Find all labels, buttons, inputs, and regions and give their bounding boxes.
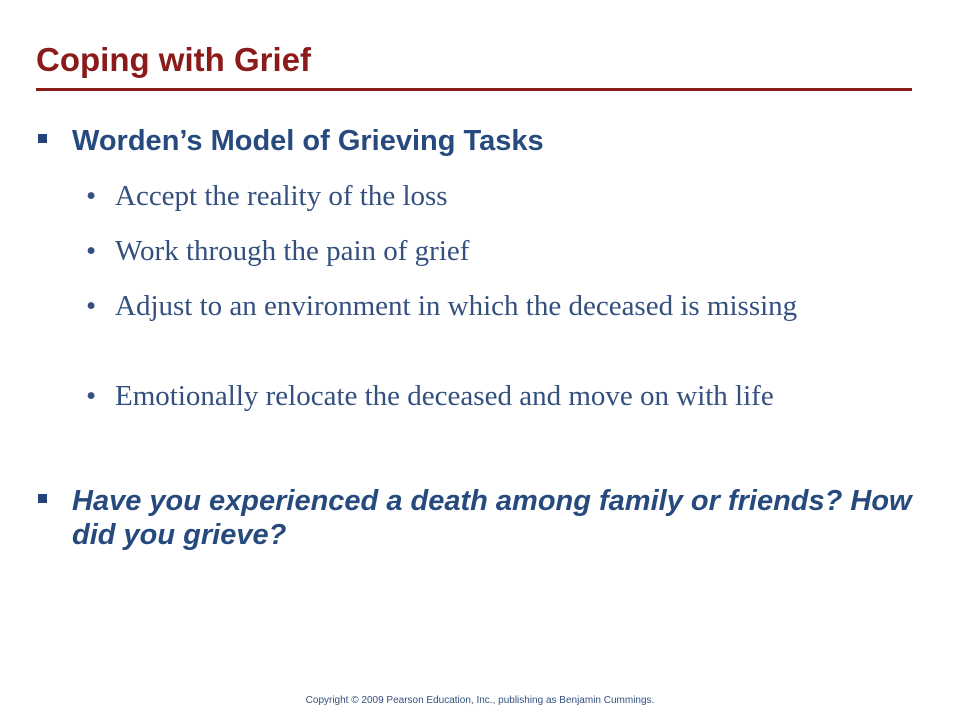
list-item-text: Accept the reality of the loss (115, 180, 448, 212)
list-item (86, 235, 906, 267)
list-item (86, 180, 906, 212)
square-bullet-icon (38, 494, 47, 503)
question-item (36, 484, 916, 552)
bullet-icon: • (86, 235, 97, 267)
bullet-icon: • (86, 380, 97, 412)
copyright-footer: Copyright © 2009 Pearson Education, Inc., publishing as Benjamin Cummings. (305, 695, 655, 706)
section-heading-item (36, 124, 916, 158)
section-heading: Worden’s Model of Grieving Tasks (72, 125, 544, 157)
list-item-text: Emotionally relocate the deceased and move on with life (115, 380, 774, 412)
bullet-icon: • (86, 180, 97, 212)
list-item (86, 290, 906, 322)
slide-title: Coping with Grief (36, 41, 311, 78)
list-item (86, 380, 906, 412)
list-item-text: Adjust to an environment in which the deceased is missing (115, 290, 798, 322)
discussion-question: Have you experienced a death among family or friends? How did you grieve? (72, 485, 912, 551)
list-item-text: Work through the pain of grief (115, 235, 470, 267)
title-underline (36, 88, 912, 91)
square-bullet-icon (38, 134, 47, 143)
bullet-icon: • (86, 290, 97, 322)
